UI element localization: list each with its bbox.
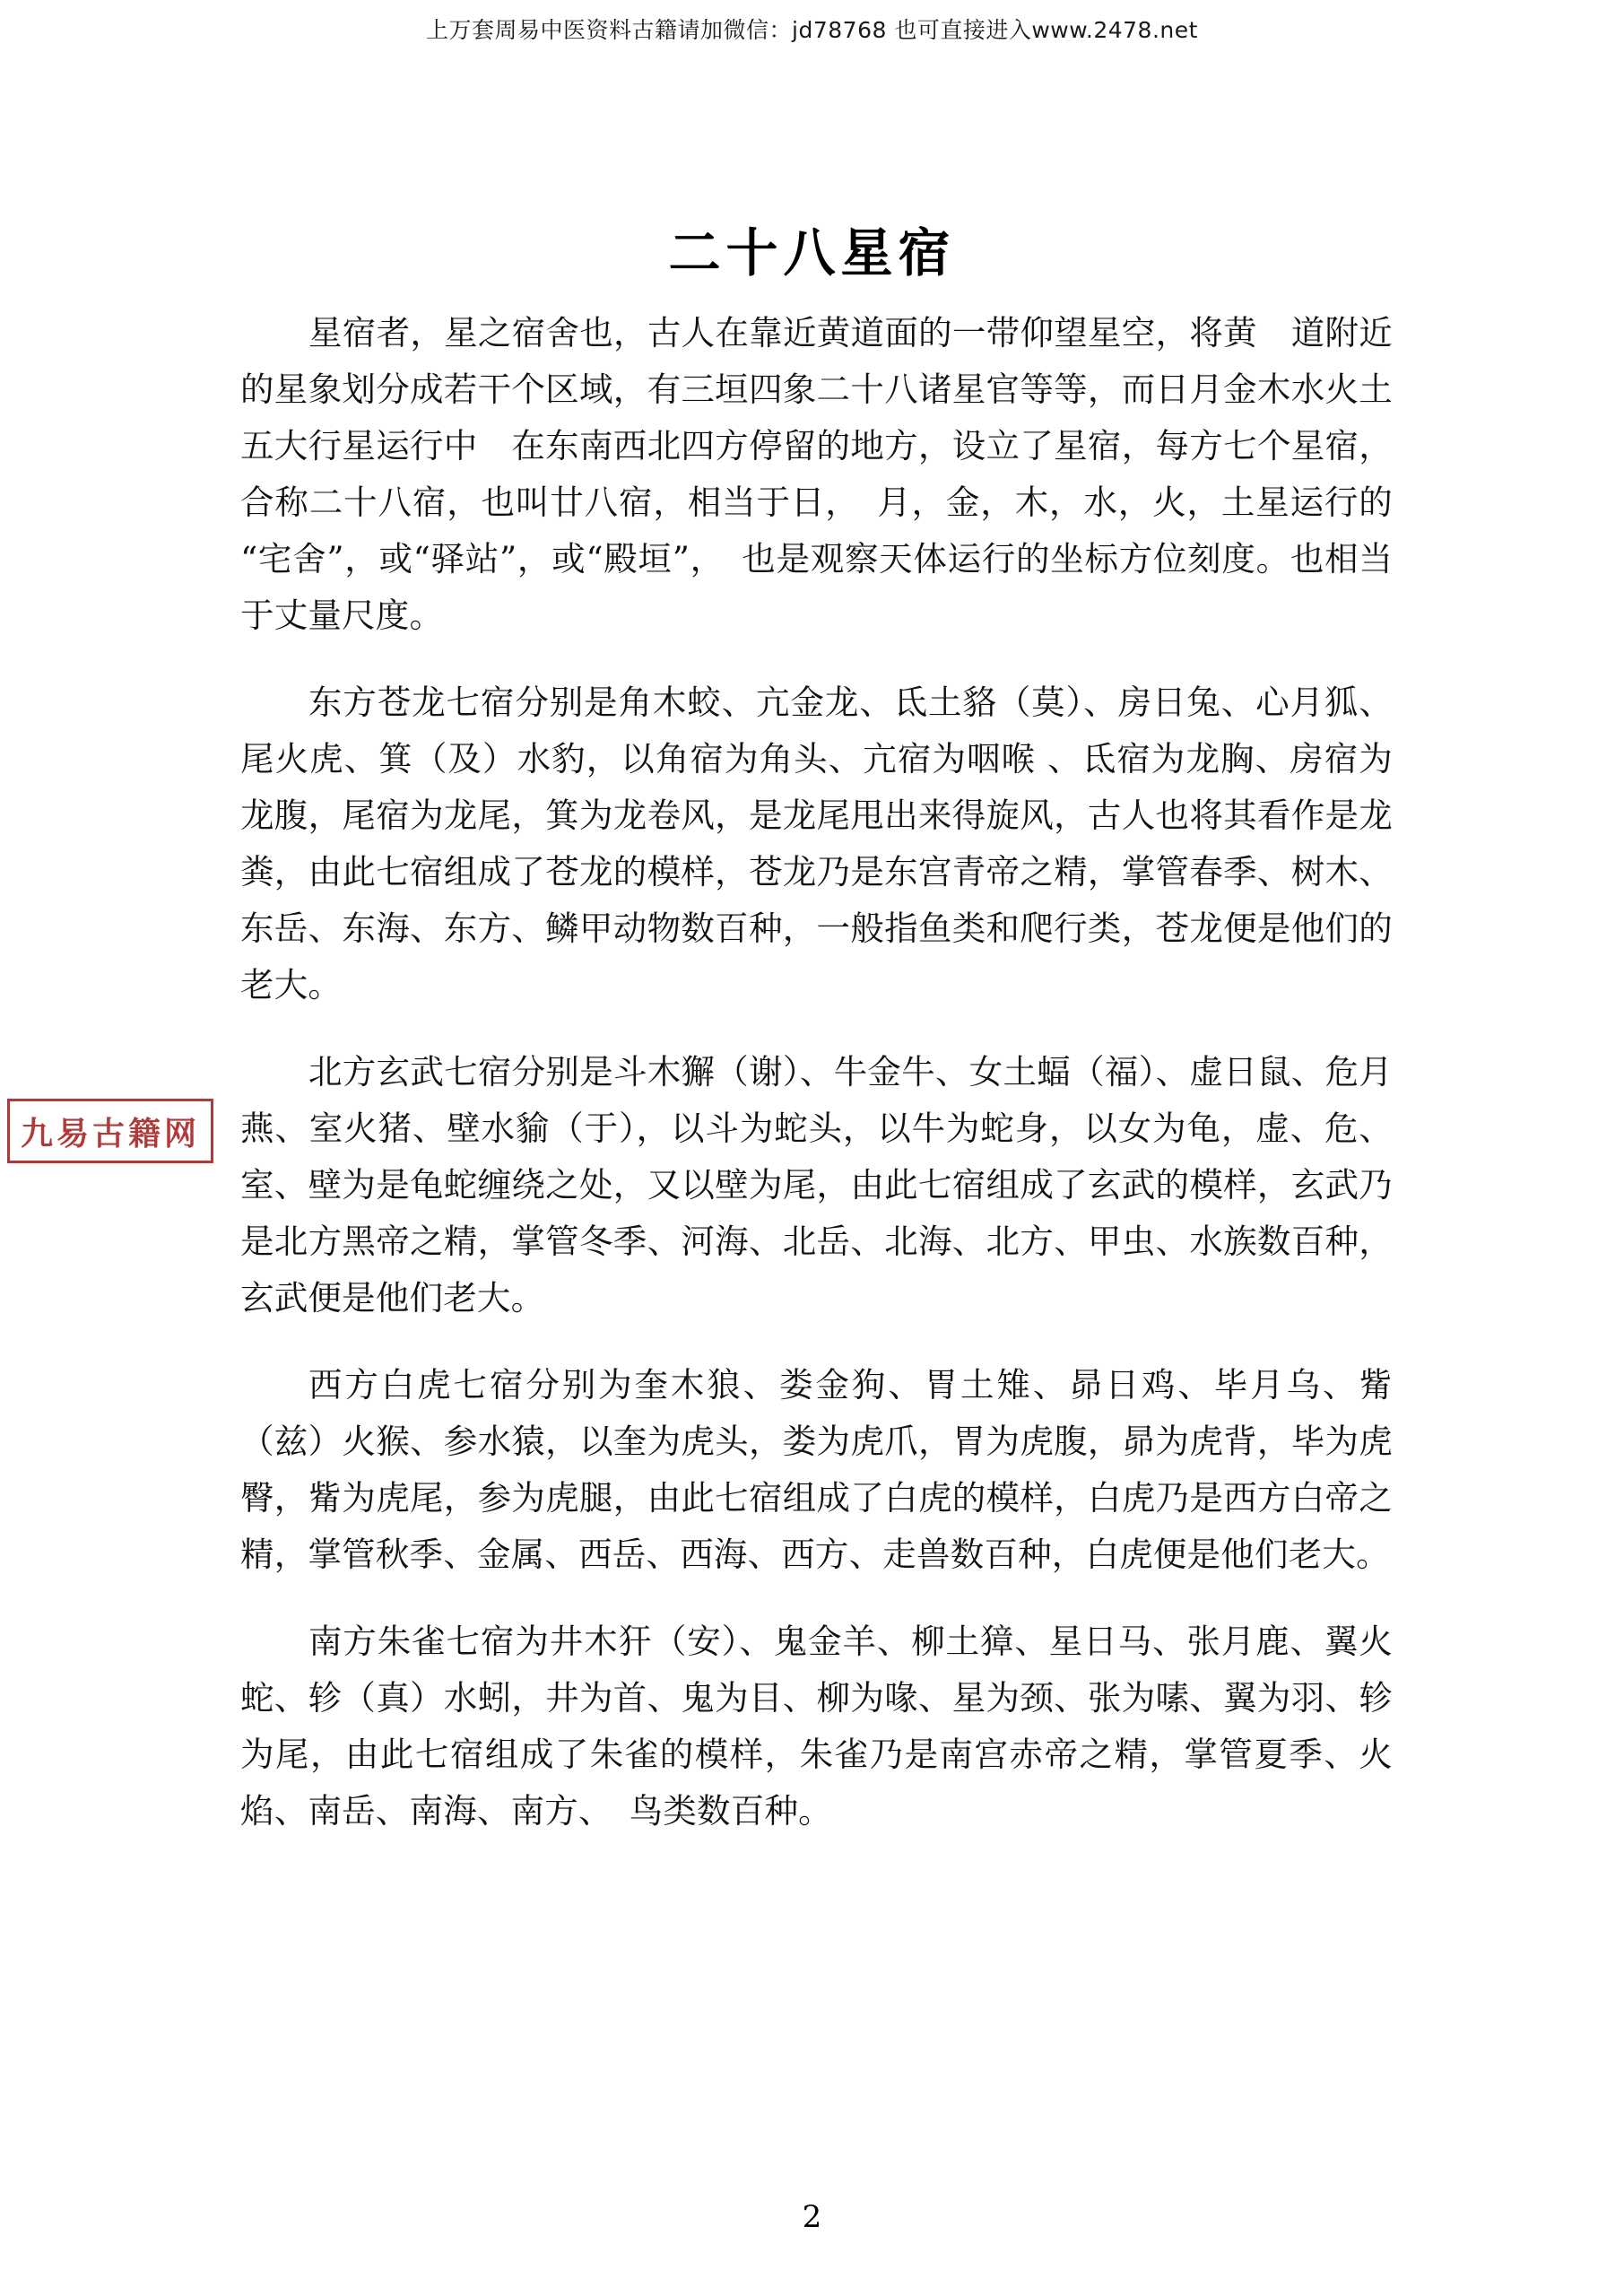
paragraph: 西方白虎七宿分别为奎木狼、娄金狗、胃土雉、昴日鸡、毕月乌、觜（兹）火猴、参水猿，以奎为虎头，娄为虎爪，胃为虎腹，昴为虎背，毕为虎臀，觜为虎尾，参为虎腿，由此七宿组成了白虎的模样，白虎乃是西方白帝之精，掌管秋季、金属、西岳、西海、西方、走兽数百种，白虎便是他们老大。 <box>240 1365 1393 1574</box>
document-body <box>240 305 1393 1870</box>
page-title: 二十八星宿 <box>668 222 956 283</box>
paragraph: 南方朱雀七宿为井木犴（安）、鬼金羊、柳土獐、星日马、张月鹿、翼火蛇、轸（真）水蚓，井为首、鬼为目、柳为喙、星为颈、张为嗉、翼为羽、轸为尾，由此七宿组成了朱雀的模样，朱雀乃是南宫赤帝之精，掌管夏季、火焰、南岳、南海、南方、 鸟类数百种。 <box>240 1622 1393 1831</box>
promo-banner-text: 上万套周易中医资料古籍请加微信：jd78768 也可直接进入www.2478.net <box>426 17 1198 43</box>
paragraph: 东方苍龙七宿分别是角木蛟、亢金龙、氐土貉（莫）、房日兔、心月狐、尾火虎、箕（及）水豹，以角宿为角头、亢宿为咽喉 、氐宿为龙胸、房宿为龙腹，尾宿为龙尾，箕为龙卷风，是龙尾甩出来得旋风，古人也将其看作是龙粪，由此七宿组成了苍龙的模样，苍龙乃是东宫青帝之精，掌管春季、树木、东岳、东海、东方、鳞甲动物数百种，一般指鱼类和爬行类，苍龙便是他们的老大。 <box>240 683 1393 1004</box>
paragraph: 星宿者，星之宿舍也，古人在靠近黄道面的一带仰望星空，将黄 道附近的星象划分成若干个区域，有三垣四象二十八诸星官等等，而日月金木水火土五大行星运行中 在东南西北四方停留的地方，设立了星宿，每方七个星宿，合称二十八宿，也叫廿八宿，相当于日， 月，金，木，水，火，土星运行的“宅舍”，或“驿站”，或“殿垣”， 也是观察天体运行的坐标方位刻度。也相当于丈量尺度。 <box>240 313 1393 635</box>
site-watermark: 九易古籍网 <box>7 1099 213 1163</box>
paragraph: 北方玄武七宿分别是斗木獬（谢）、牛金牛、女土蝠（福）、虚日鼠、危月燕、室火猪、壁水貐（于），以斗为蛇头，以牛为蛇身，以女为龟，虚、危、室、壁为是龟蛇缠绕之处，又以壁为尾，由此七宿组成了玄武的模样，玄武乃是北方黑帝之精，掌管冬季、河海、北岳、北海、北方、甲虫、水族数百种，玄武便是他们老大。 <box>240 1052 1393 1318</box>
page-number: 2 <box>802 2199 822 2235</box>
